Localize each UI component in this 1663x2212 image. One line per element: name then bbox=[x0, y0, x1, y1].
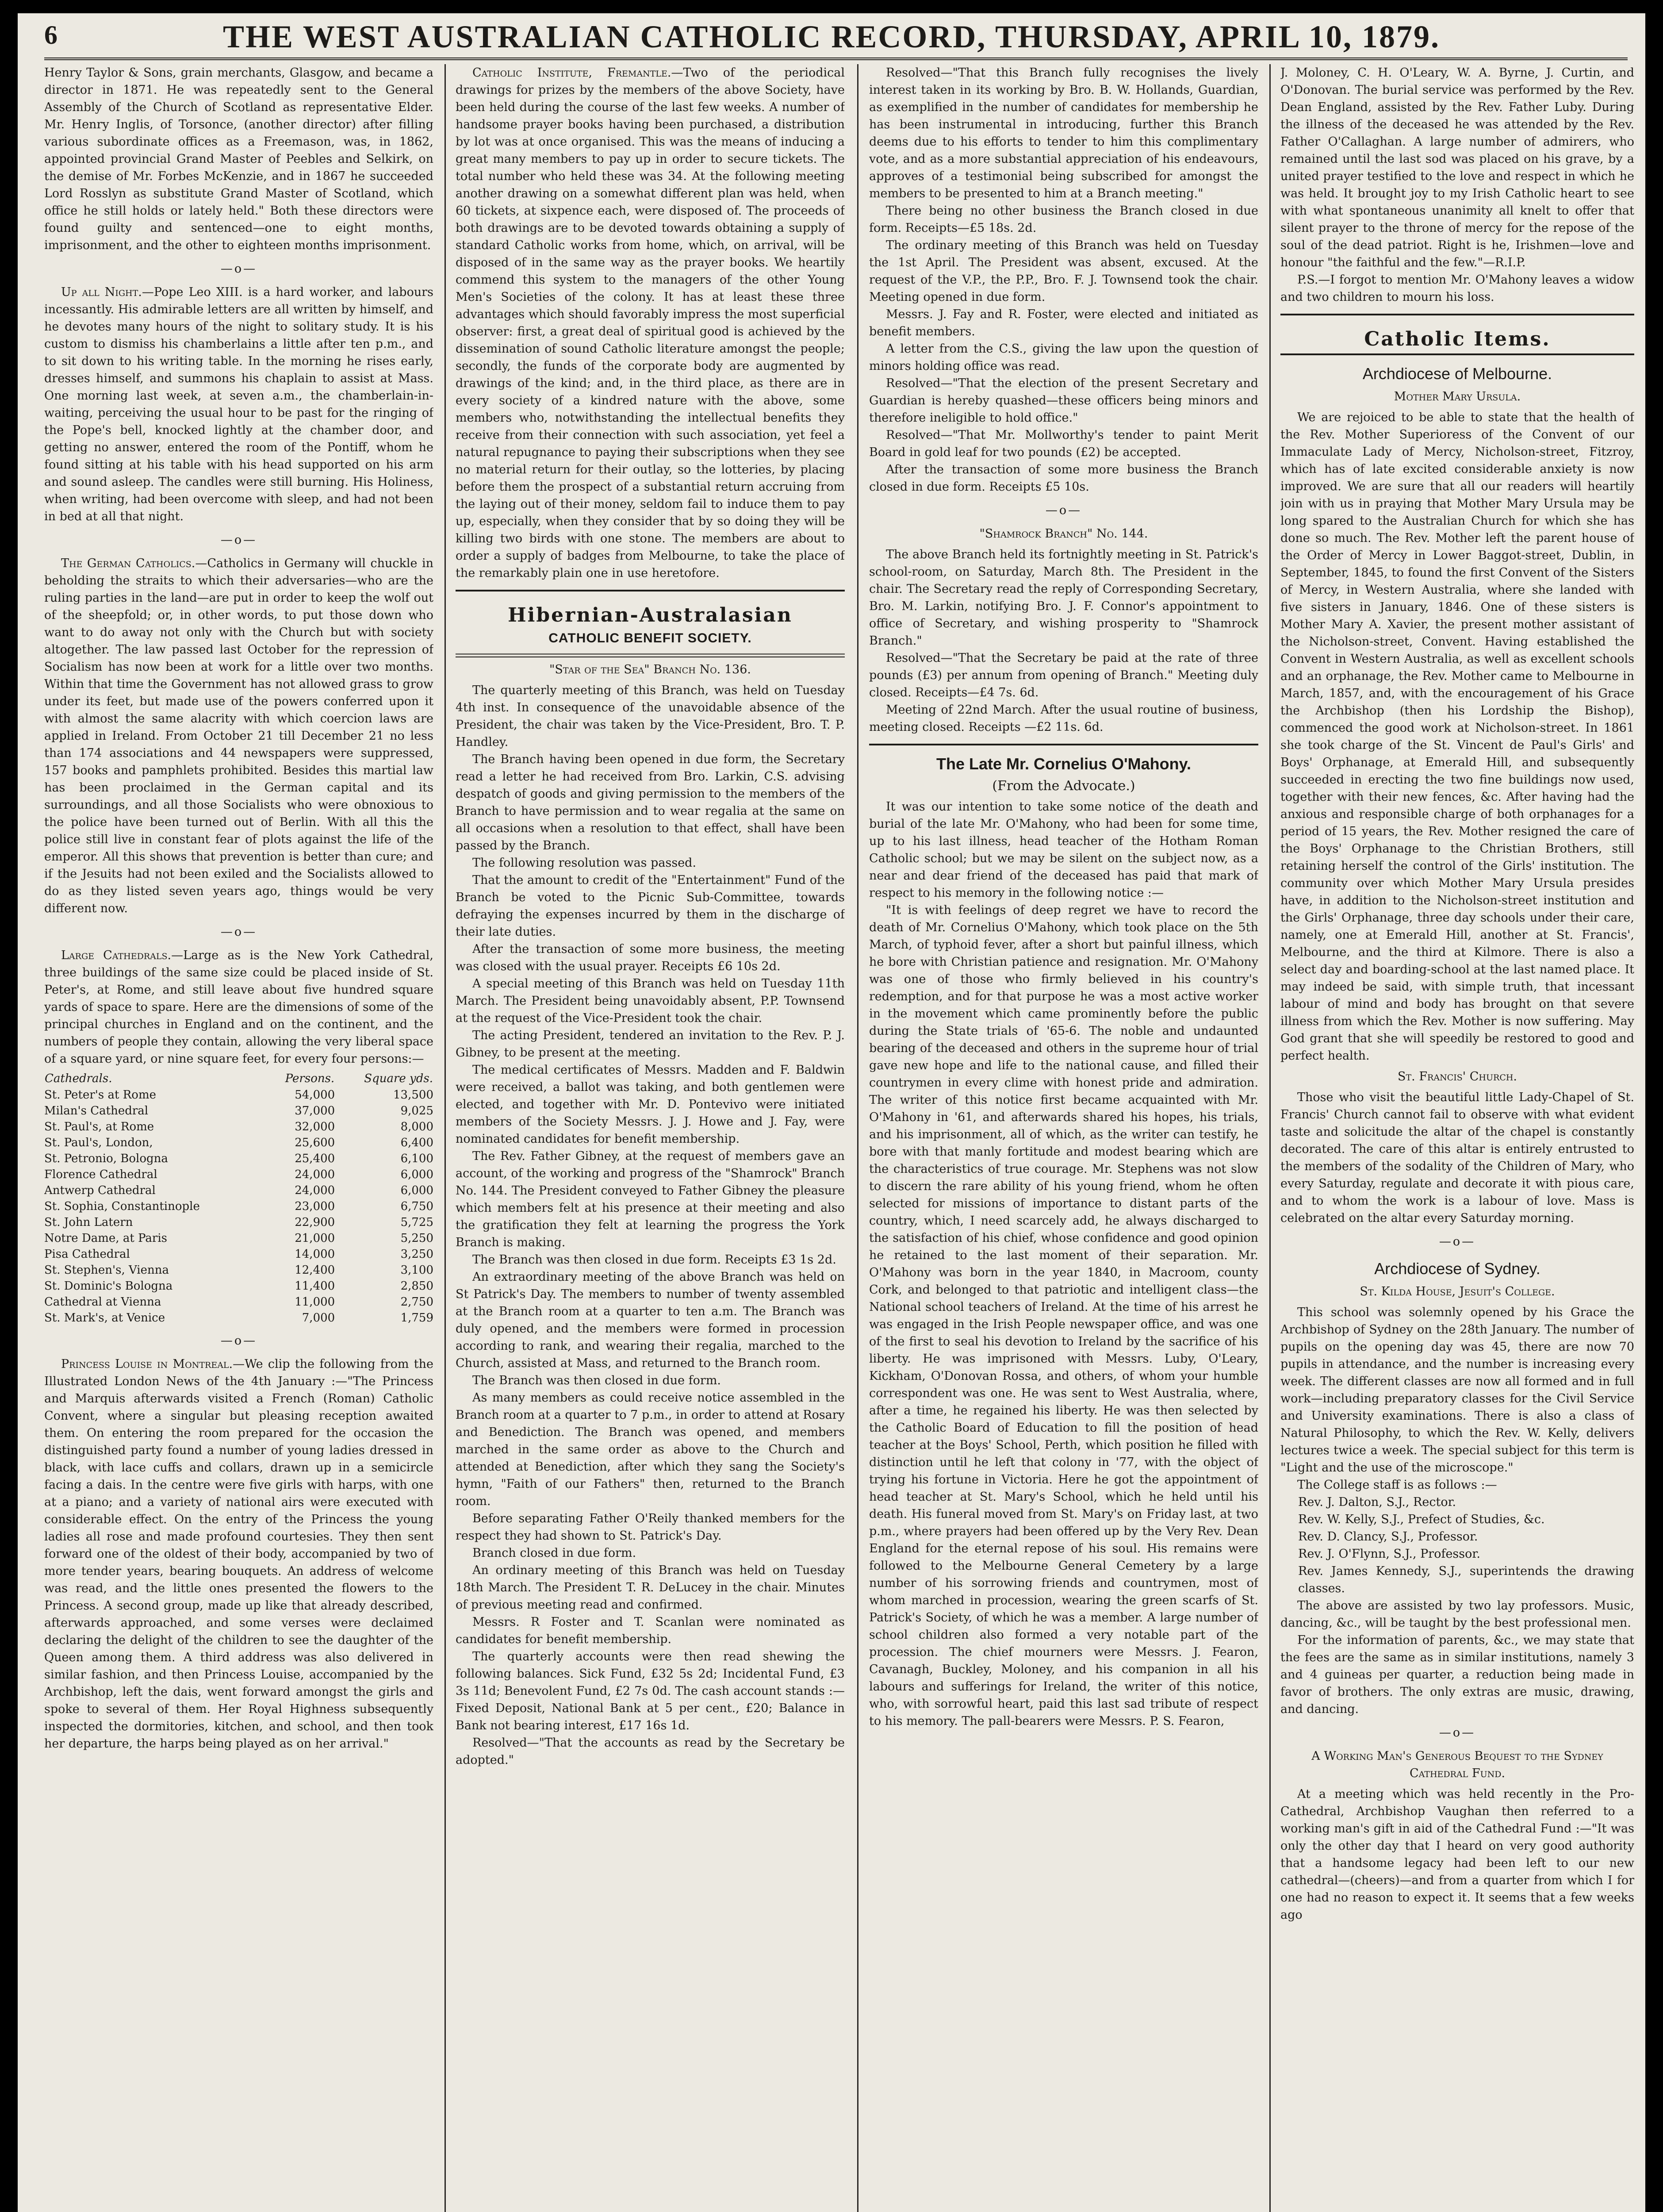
article-kicker: Princess Louise in Montreal. bbox=[61, 1357, 233, 1371]
article-institute bbox=[456, 64, 845, 582]
staff-list bbox=[1280, 1494, 1634, 1597]
branch-heading: "Shamrock Branch" No. 144. bbox=[979, 527, 1148, 541]
report-paragraph: The quarterly meeting of this Branch, was held on Tuesday 4th inst. In consequence of the unavoidable absence of the President, the chair was taken by the Vice-President, Bro. T. P. Handley. bbox=[456, 684, 845, 749]
table-body bbox=[44, 1087, 433, 1326]
obituary-text bbox=[869, 798, 1258, 1730]
article-text: —We clip the following from the Illustrated London News of the 4th January :—"The Princess and Marquis afterwards visited a French (Roman) Catholic Convent, where a singular but pleasing reception awaited them. On entering the room prepared for the occasion the distinguished party found a number of young ladies dressed in black, with lace cuffs and collars, drawn up in a semicircle facing a dais. In the centre were five girls with harps, with one at a piano; and a variety of national airs were executed with considerable effect. On the entry of the Princess the young ladies all rose and made profound courtesies. They then sent forward one of the oldest of their body, accompanied by two of more tender years, bearing bouquets. An address of welcome was read, and the little ones presented the flowers to the Princess. A second group, made up like that already described, afterwards approached, and some verses were declaimed declaring the delight of the children to see the daughter of the Queen among them. A third address was also delivered in similar fashion, and then Princess Louise, accompanied by the Archbishop, left the dais, went forward amongst the girls and spoke to several of them. Her Royal Highness subsequently inspected the dormitories, kitchen, and school, and then took her departure, the harps being played as on her arrival." bbox=[44, 1357, 433, 1751]
table-cell: St. John Latern bbox=[44, 1216, 133, 1229]
item-heading: St. Francis' Church. bbox=[1397, 1070, 1517, 1083]
meeting-reports bbox=[456, 682, 845, 1769]
table-cell: Pisa Cathedral bbox=[44, 1248, 130, 1261]
report-paragraph: The acting President, tendered an invitation to the Rev. P. J. Gibney, to be present at the meeting. bbox=[456, 1029, 845, 1060]
report-paragraph: Before separating Father O'Reily thanked members for the respect they had shown to St. Patrick's Day. bbox=[456, 1512, 845, 1543]
section-rule bbox=[869, 744, 1258, 745]
branch-heading: "Star of the Sea" Branch No. 136. bbox=[549, 663, 751, 676]
table-cell: Florence Cathedral bbox=[44, 1168, 157, 1181]
table-cell: Notre Dame, at Paris bbox=[44, 1232, 167, 1245]
article-text: —Pope Leo XIII. is a hard worker, and labours incessantly. His admirable letters are all written by himself, and he devotes many hours of the night to solitary study. It is his custom to dismiss his chamberlains a little after ten p.m., and to sit down to his writing table. In the morning he rises early, dresses himself, and summons his chaplain to assist at Mass. One morning last week, at seven a.m., the chamberlain-in-waiting, perceiving the usual hour to be past for the ringing of the Pope's bell, knocked lightly at the chamber door, and getting no answer, entered the room of the Pontiff, whom he found sitting at his table with his head supported on his arm and sound asleep. The candles were still burning. His Holiness, when writing, had been overcome with sleep, and had not been in bed at all that night. bbox=[44, 285, 433, 523]
table-cell: 5,250 bbox=[400, 1232, 433, 1245]
table-cell: St. Peter's at Rome bbox=[44, 1088, 157, 1102]
report-paragraph: An extraordinary meeting of the above Branch was held on St Patrick's Day. The members to number of twenty assembled at the Branch room at a quarter to ten a.m. The Branch was duly opened, and the members were formed in procession according to rank, and wearing their regalia, marched to the Church, assisted at Mass, and returned to the Branch room. bbox=[456, 1270, 845, 1370]
report-paragraph: There being no other business the Branch closed in due form. Receipts—£5 18s. 2d. bbox=[869, 204, 1258, 235]
table-header-row bbox=[44, 1070, 433, 1087]
separator bbox=[1280, 1724, 1634, 1741]
report-paragraph: The Branch was then closed in due form. bbox=[472, 1374, 721, 1387]
item-text: At a meeting which was held recently in the Pro-Cathedral, Archbishop Vaughan then referred to a working man's gift in aid of the Cathedral Fund :—"It was only the other day that I heard on very good authority that a handsome legacy had been left to our new cathedral—(cheers)—and from a quarter from which I for one had no reason to expect it. It seems that a few weeks ago bbox=[1280, 1787, 1634, 1922]
report-paragraph: Resolved—"That Mr. Mollworthy's tender to paint Merit Board in gold leaf for two pounds (£2) be accepted. bbox=[869, 428, 1258, 459]
staff-entry: Rev. James Kennedy, S.J., superintends the drawing classes. bbox=[1298, 1564, 1634, 1595]
report-paragraph: The ordinary meeting of this Branch was held on Tuesday the 1st April. The President was absent, excused. At the request of the V.P., the P.P., Bro. F. J. Townsend took the chair. Meeting opened in due form. bbox=[869, 238, 1258, 304]
article-text: —Catholics in Germany will chuckle in beholding the straits to which their adversaries—who are the ruling parties in the land—are put in order to keep the wolf out of the sheepfold; or, in other words, to put those down who want to do away not only with the Church but with society altogether. The law passed last October for the repression of Socialism has now been at work for a little over two months. Within that time the Government has not allowed grass to grow under its feet, but made use of the powers conferred upon it with almost the same alacrity with which coercion laws are applied in Ireland. From October 21 till December 21 no less than 174 associations and 44 newspapers were suppressed, 157 books and pamphlets prohibited. Besides this martial law has been proclaimed in the German capital and its surroundings, and all those Socialists who were obnoxious to the police have been turned out of Berlin. With all this the police still live in constant fear of plots against the life of the emperor. All this shows that prevention is better than cure; and if the Jesuits had not been exiled and the Socialists allowed to do as they listed seven years ago, things would be very different now. bbox=[44, 557, 433, 915]
section-rule bbox=[1280, 314, 1634, 315]
table-cell: 6,750 bbox=[400, 1200, 433, 1213]
table-row bbox=[44, 1294, 433, 1310]
meeting-reports bbox=[869, 546, 1258, 736]
table-row bbox=[44, 1103, 433, 1119]
table-row bbox=[44, 1183, 433, 1198]
column-header: Square yds. bbox=[364, 1072, 433, 1085]
item-text: The College staff is as follows :— bbox=[1297, 1478, 1497, 1492]
column-divider bbox=[444, 64, 446, 2212]
column-4 bbox=[1280, 64, 1634, 2212]
item-heading: Mother Mary Ursula. bbox=[1394, 390, 1521, 403]
table-row bbox=[44, 1167, 433, 1183]
meeting-reports bbox=[869, 64, 1258, 495]
column-1 bbox=[44, 64, 433, 2212]
table-cell: 21,000 bbox=[295, 1232, 335, 1245]
table-row bbox=[44, 1151, 433, 1167]
table-cell: 6,400 bbox=[400, 1136, 433, 1149]
newspaper-page bbox=[18, 13, 1645, 2212]
table-cell: 32,000 bbox=[295, 1120, 335, 1133]
obituary-postscript: P.S.—I forgot to mention Mr. O'Mahony leaves a widow and two children to mourn his loss. bbox=[1280, 273, 1634, 304]
table-cell: 6,100 bbox=[400, 1152, 433, 1165]
report-paragraph: The following resolution was passed. bbox=[472, 856, 697, 870]
item-text: We are rejoiced to be able to state that the health of the Rev. Mother Superioress of the Convent of our Immaculate Lady of Mercy, Nicholson-street, Fitzroy, which has of late excited considerable anxiety is now improved. We are sure that all our readers will heartily join with us in praying that Mother Mary Ursula may be long spared to the Australian Church for which she has done so much. The Rev. Mother left the parent house of the Order of Mercy in Lower Baggot-street, Dublin, in September, 1845, to found the first Convent of the Sisters of Mercy, in Western Australia, where she landed with five sisters in January, 1846. One of these sisters is Mother Mary A. Xavier, the present mother assistant of the Nicholson-street, Convent. Having established the Convent in Western Australia, as well as excellent schools and an orphanage, the Rev. Mother came to Melbourne in March, 1857, and, with the encouragement of his Grace the Archbishop (then his Lordship the Bishop), commenced the good work at Nicholson-street. In 1861 she took charge of the St. Vincent de Paul's Girls' and Boys' Orphanage, at Emerald Hill, and subsequently succeeded in erecting the two fine buildings now used, together with their new fences, &c. After having had the anxious and responsible charge of both orphanages for a period of 15 years, the Rev. Mother resigned the care of the Boys' Orphanage to the Christian Brothers, still retaining herself the control of the Girls' institution. The community over which Mother Mary Ursula presides have, in addition to the Nicholson-street institution and the Girls' Orphanage, three day schools under their care, namely, one at Emerald Hill, another at St. Francis', Melbourne, and the third at Kilmore. There is also a select day and boarding-school at the last named place. It may indeed be said, with simple truth, that incessant labour of mind and body has brought on that severe illness from which the Rev. Mother is now suffering. May God grant that she will speedily be restored to good and perfect health. bbox=[1280, 411, 1634, 1063]
report-paragraph: A letter from the C.S., giving the law upon the question of minors holding office was read. bbox=[869, 342, 1258, 373]
table-cell: St. Petronio, Bologna bbox=[44, 1152, 168, 1165]
table-cell: 24,000 bbox=[295, 1168, 335, 1181]
report-paragraph: As many members as could receive notice assembled in the Branch room at a quarter to 7 p.m., in order to attend at Rosary and Benediction. The Branch was opened, and members marched in the same order as above to the Church and attended at Benediction, after which they sang the Society's hymn, "Faith of our Fathers" then, returned to the Branch room. bbox=[456, 1391, 845, 1508]
table-cell: 6,000 bbox=[400, 1184, 433, 1197]
separator bbox=[44, 1332, 433, 1349]
table-cell: 12,400 bbox=[295, 1263, 335, 1277]
separator bbox=[44, 531, 433, 549]
table-cell: St. Sophia, Constantinople bbox=[44, 1200, 200, 1213]
obituary-paragraph: "It is with feelings of deep regret we have to record the death of Mr. Cornelius O'Mahony, which took place on the 5th March, of typhoid fever, after a short but painful illness, which he bore with Christian patience and resignation. Mr. O'Mahony was one of those who firmly believed in his country's redemption, and for that purpose he was a most active worker in the movement which came prominently before the public during the State trials of '65-6. The noble and undaunted bearing of the deceased and others in the supreme hour of trial gave new hope and life to the national cause, and filled their countrymen in every clime with honest pride and admiration. The writer of this notice first became acquainted with Mr. O'Mahony in '61, and afterwards shared his hopes, his trials, and his imprisonment, all of which, as the writer can testify, he bore with that manly fortitude and modest bearing which are the characteristics of true courage. Mr. Stephens was not slow to discern the rare ability of his young friend, whom he often selected for missions of importance to distant parts of the country, which, I need scarcely add, he always discharged to the satisfaction of his chief, whose confidence and good opinion he retained to the last moment of their separation. Mr. O'Mahony was born in the year 1840, in Macroom, county Cork, and belonged to that patriotic and intelligent class—the National school teachers of Ireland. At the time of his arrest he was engaged in the Irish People newspaper office, and was one of the first to seal his devotion to Ireland by the sacrifice of his liberty. He was imprisoned with Messrs. Luby, O'Leary, Kickham, O'Donovan Rossa, and others, of whom your humble correspondent was one. He was sent to West Australia, where, after a time, he regained his liberty. He was then selected by the Catholic Board of Education to fill the position of head teacher at the Boys' School, Perth, which position he filled with distinction until he left that colony in '77, with the object of trying his fortune in Victoria. Here he got the appointment of head teacher at St. Mary's School, which he held until his death. His funeral moved from St. Mary's on Friday last, at two p.m., where prayers had been offered up by the Very Rev. Dean England for the eternal repose of his soul. His remains were followed to the Melbourne General Cemetery by a large number of his sorrowing friends and countrymen, most of whom marched in procession, wearing the green scarfs of St. Patrick's Society, of which he was a member. A large number of school children also formed a very notable part of the procession. The chief mourners were Messrs. J. Fearon, Cavanagh, Buckley, Moloney, and his companion in all his labours and sufferings for Ireland, the writer of this notice, who, with sorrowful heart, paid this last sad tribute of respect to his memory. The pall-bearers were Messrs. P. S. Fearon, bbox=[869, 903, 1258, 1728]
report-paragraph: The above Branch held its fortnightly meeting in St. Patrick's school-room, on Saturday, March 8th. The President in the chair. The Secretary read the reply of Corresponding Secretary, Bro. M. Larkin, notifying Bro. J. F. Connor's appointment to office of Secretary, and wishing prosperity to "Shamrock Branch." bbox=[869, 548, 1258, 648]
item-heading: St. Kilda House, Jesuit's College. bbox=[1360, 1285, 1555, 1298]
table-cell: 2,850 bbox=[400, 1279, 433, 1293]
table-cell: St. Paul's, at Rome bbox=[44, 1120, 154, 1133]
table-cell: 25,400 bbox=[295, 1152, 335, 1165]
masthead-rule bbox=[44, 58, 1628, 60]
page-number: 6 bbox=[44, 20, 57, 50]
article-princess bbox=[44, 1356, 433, 1752]
column-2 bbox=[456, 64, 845, 2212]
report-paragraph: After the transaction of some more business the Branch closed in due form. Receipts £5 10s. bbox=[869, 463, 1258, 494]
item-text: This school was solemnly opened by his Grace the Archbishop of Sydney on the 28th January. The number of pupils on the opening day was 45, there are now 70 pupils in attendance, and the number is increasing every week. The different classes are now all formed and in full work—including preparatory classes for the Civil Service and University examinations. There is also a class of Natural Philosophy, to which the Rev. W. Kelly, delivers lectures twice a week. The special subject for this term is "Light and the use of the microscope." bbox=[1280, 1306, 1634, 1475]
newspaper-title: THE WEST AUSTRALIAN CATHOLIC RECORD, THURSDAY, APRIL 10, 1879. bbox=[223, 19, 1440, 54]
staff-entry: Rev. D. Clancy, S.J., Professor. bbox=[1298, 1530, 1478, 1544]
obituary-continued: J. Moloney, C. H. O'Leary, W. A. Byrne, J. Curtin, and O'Donovan. The burial service was performed by the Rev. Dean England, assisted by the Rev. Father Luby. During the illness of the deceased he was attended by the Rev. Father O'Callaghan. A large number of admirers, who remained until the last sod was placed on his grave, by a united prayer testified to the love and respect in which he was held. It brought joy to my Irish Catholic heart to see with what spontaneous unanimity all knelt to offer that silent prayer to the throne of mercy for the repose of the soul of the dead patriot. Right is he, Irishmen—love and honour "the faithful and the few."—R.I.P. bbox=[1280, 66, 1634, 269]
column-header: Persons. bbox=[285, 1072, 335, 1085]
report-paragraph: The quarterly accounts were then read shewing the following balances. Sick Fund, £32 5s 2d; Incidental Fund, £3 3s 11d; Benevolent Fund, £2 7s 0d. The cash account stands :—Fixed Deposit, National Bank at 5 per cent., £20; Balance in Bank not bearing interest, £17 16s 1d. bbox=[456, 1650, 845, 1732]
table-cell: 2,750 bbox=[400, 1295, 433, 1309]
table-row bbox=[44, 1119, 433, 1135]
article-kicker: Up all Night. bbox=[61, 285, 142, 299]
table-cell: 25,600 bbox=[295, 1136, 335, 1149]
report-paragraph: The Branch having been opened in due form, the Secretary read a letter he had received from Bro. Larkin, C.S. advising despatch of goods and giving permission to the members of the Branch to have permission and to wear regalia at the same on all occasions when a resolution to that effect, shall have been passed by the Branch. bbox=[456, 753, 845, 853]
table-cell: 5,725 bbox=[400, 1216, 433, 1229]
report-paragraph: Messrs. J. Fay and R. Foster, were elected and initiated as benefit members. bbox=[869, 307, 1258, 338]
article-text: Henry Taylor & Sons, grain merchants, Glasgow, and became a director in 1871. He was repeatedly sent to the General Assembly of the Church of Scotland as representative Elder. Mr. Henry Inglis, of Torsonce, (another director) after filling various subordinate offices as a Freemason, was, in 1862, appointed provincial Grand Master of Peebles and Selkirk, on the demise of Mr. Forbes McKenzie, and in 1867 he succeeded Lord Rosslyn as substitute Grand Master of Scotland, which office he still holds or lately held." Both these directors were found guilty and sentenced—one to eight months, imprisonment, and the other to eighteen months imprisonment. bbox=[44, 66, 433, 252]
masthead bbox=[18, 13, 1645, 58]
article-text: —Two of the periodical drawings for prizes by the members of the above Society, have been held during the course of the last few weeks. A number of handsome prayer books having been purchased, a distribution by lot was at once organised. This was the means of inducing a great many members to pay up in order to secure tickets. The total number who held these was 34. At the following meeting another drawing on a somewhat different plan was held, when 60 tickets, at sixpence each, were disposed of. The proceeds of both drawings are to be devoted towards obtaining a supply of standard Catholic works from home, which, on arrival, will be disposed of in the same way as the prayer books. We heartily commend this system to the managers of the other Young Men's Societies of the colony. It has at least these three advantages which should favorably impress the most superficial observer: first, a great deal of spiritual good is achieved by the dissemination of sound Catholic literature amongst the people; secondly, the funds of the corporate body are augmented by drawings of the kind; and, in the third place, as there are in every society of a kindred nature with the above, some members who, notwithstanding the intellectual benefits they receive from their connection with such association, yet feel a natural repugnance to paying their subscriptions when they see no material return for their outlay, so the lotteries, by placing before them the prospect of a substantial return accruing from the laying out of their money, seldom fail to induce them to pay up, especially, when they consider that by so doing they will be killing two birds with one stone. The members are about to order a supply of badges from Melbourne, to take the place of the remarkably plain one in use heretofore. bbox=[456, 66, 845, 580]
separator bbox=[1280, 1233, 1634, 1250]
section-rule bbox=[1280, 353, 1634, 355]
table-cell: Cathedral at Vienna bbox=[44, 1295, 161, 1309]
report-paragraph: Resolved—"That the Secretary be paid at the rate of three pounds (£3) per annum from opening of Branch." Meeting duly closed. Receipts—£4 7s. 6d. bbox=[869, 651, 1258, 699]
table-cell: 13,500 bbox=[393, 1088, 433, 1102]
separator bbox=[44, 260, 433, 277]
report-paragraph: Meeting of 22nd March. After the usual routine of business, meeting closed. Receipts —£2 11s. 6d. bbox=[869, 703, 1258, 734]
table-cell: 11,000 bbox=[295, 1295, 335, 1309]
table-cell: 9,025 bbox=[400, 1104, 433, 1118]
table-cell: 24,000 bbox=[295, 1184, 335, 1197]
article-cathedrals bbox=[44, 947, 433, 1068]
table-cell: 6,000 bbox=[400, 1168, 433, 1181]
table-cell: 7,000 bbox=[302, 1311, 335, 1325]
column-3 bbox=[869, 64, 1258, 2212]
table-cell: Milan's Cathedral bbox=[44, 1104, 149, 1118]
obituary-paragraph: It was our intention to take some notice of the death and burial of the late Mr. O'Mahony, who had been for some time, up to his last illness, head teacher of the Hotham Roman Catholic school; but we may be silent on the subject now, as a near and dear friend of the deceased has paid that mark of respect to his memory in the following notice :— bbox=[869, 800, 1258, 900]
report-paragraph: Branch closed in due form. bbox=[472, 1546, 636, 1560]
table-row bbox=[44, 1262, 433, 1278]
article-pope bbox=[44, 284, 433, 525]
separator bbox=[869, 502, 1258, 519]
section-rule bbox=[456, 590, 845, 591]
item-heading: A Working Man's Generous Bequest to the Sydney Cathedral Fund. bbox=[1311, 1749, 1603, 1780]
report-paragraph: Resolved—"That the accounts as read by the Secretary be adopted." bbox=[456, 1736, 845, 1767]
staff-entry: Rev. W. Kelly, S.J., Prefect of Studies, &c. bbox=[1298, 1513, 1545, 1526]
column-header: Cathedrals. bbox=[45, 1072, 112, 1085]
staff-entry: Rev. J. O'Flynn, S.J., Professor. bbox=[1298, 1547, 1480, 1561]
article-kicker: Large Cathedrals. bbox=[61, 949, 172, 962]
article-text: —Large as is the New York Cathedral, three buildings of the same size could be placed inside of St. Peter's, at Rome, and still leave about five hundred square yards of space to spare. Here are the dimensions of some of the principal churches in England and on the continent, and the numbers of people they contain, allowing the very liberal space of a square yard, or nine square feet, for every four persons:— bbox=[44, 949, 433, 1066]
report-paragraph: The Branch was then closed in due form. Receipts £3 1s 2d. bbox=[472, 1253, 836, 1267]
society-subtitle: CATHOLIC BENEFIT SOCIETY. bbox=[548, 631, 752, 645]
table-cell: Antwerp Cathedral bbox=[44, 1184, 156, 1197]
report-paragraph: Resolved—"That this Branch fully recognises the lively interest taken in its working by Bro. B. W. Hollands, Guardian, as exemplified in the number of candidates for membership he has been instrumental in introducing, further this Branch deems due to his efforts to tender to him this complimentary vote, and as a more substantial appreciation of his endeavours, approves of a testimonial being subscribed for amongst the members to be presented to him at a Branch meeting." bbox=[869, 66, 1258, 200]
table-cell: 54,000 bbox=[295, 1088, 335, 1102]
report-paragraph: Messrs. R Foster and T. Scanlan were nominated as candidates for benefit membership. bbox=[456, 1615, 845, 1646]
obituary-source: (From the Advocate.) bbox=[992, 778, 1135, 794]
table-cell: St. Stephen's, Vienna bbox=[44, 1263, 169, 1277]
report-paragraph: A special meeting of this Branch was held on Tuesday 11th March. The President being unavoidably absent, P.P. Townsend at the request of the Vice-President took the chair. bbox=[456, 977, 845, 1025]
table-cell: 23,000 bbox=[295, 1200, 335, 1213]
item-text: Those who visit the beautiful little Lady-Chapel of St. Francis' Church cannot fail to observe with what evident taste and solicitude the altar of the chapel is constantly decorated. The care of this altar is entirely entrusted to the members of the sodality of the Children of Mary, who every Saturday, regulate and decorate it with pious care, and to whom the work is a labour of love. Mass is celebrated on the altar every Saturday morning. bbox=[1280, 1091, 1634, 1225]
obituary-heading: The Late Mr. Cornelius O'Mahony. bbox=[936, 755, 1191, 773]
report-paragraph: That the amount to credit of the "Entertainment" Fund of the Branch be voted to the Picnic Sub-Committee, towards defraying the expenses incurred by them in the discharge of their late duties. bbox=[456, 873, 845, 939]
diocese-heading: Archdiocese of Melbourne. bbox=[1362, 365, 1552, 383]
item-text: The above are assisted by two lay professors. Music, dancing, &c., will be taught by the best professional men. bbox=[1280, 1599, 1634, 1630]
table-cell: St. Dominic's Bologna bbox=[44, 1279, 173, 1293]
table-row bbox=[44, 1310, 433, 1326]
table-row bbox=[44, 1135, 433, 1151]
table-cell: 14,000 bbox=[295, 1248, 335, 1261]
column-divider bbox=[1269, 64, 1271, 2212]
diocese-heading: Archdiocese of Sydney. bbox=[1374, 1260, 1540, 1278]
table-row bbox=[44, 1278, 433, 1294]
table-cell: 1,759 bbox=[400, 1311, 433, 1325]
table-cell: 11,400 bbox=[295, 1279, 335, 1293]
table-row bbox=[44, 1198, 433, 1214]
article-kicker: Catholic Institute, Fremantle. bbox=[472, 66, 671, 80]
article-german bbox=[44, 555, 433, 917]
separator bbox=[44, 923, 433, 941]
cathedrals-table bbox=[44, 1070, 433, 1326]
table-cell: 3,250 bbox=[400, 1248, 433, 1261]
table-row bbox=[44, 1214, 433, 1230]
item-text: For the information of parents, &c., we may state that the fees are the same as in similar institutions, namely 3 and 4 guineas per quarter, a reduction being made in favor of brothers. The only extras are music, drawing, and dancing. bbox=[1280, 1633, 1634, 1716]
society-title: Hibernian-Australasian bbox=[508, 604, 793, 626]
table-row bbox=[44, 1087, 433, 1103]
staff-entry: Rev. J. Dalton, S.J., Rector. bbox=[1298, 1495, 1456, 1509]
section-rule bbox=[456, 653, 845, 657]
report-paragraph: An ordinary meeting of this Branch was held on Tuesday 18th March. The President T. R. DeLucey in the chair. Minutes of previous meeting read and confirmed. bbox=[456, 1563, 845, 1612]
table-cell: St. Paul's, London, bbox=[44, 1136, 153, 1149]
report-paragraph: Resolved—"That the election of the present Secretary and Guardian is hereby quashed—these officers being minors and therefore ineligible to hold office." bbox=[869, 376, 1258, 425]
table-cell: 8,000 bbox=[400, 1120, 433, 1133]
table-cell: 22,900 bbox=[295, 1216, 335, 1229]
catholic-items-title: Catholic Items. bbox=[1364, 328, 1551, 350]
table-row bbox=[44, 1230, 433, 1246]
column-divider bbox=[857, 64, 858, 2212]
table-cell: St. Mark's, at Venice bbox=[44, 1311, 165, 1325]
table-cell: 3,100 bbox=[400, 1263, 433, 1277]
report-paragraph: After the transaction of some more business, the meeting was closed with the usual prayer. Receipts £6 10s 2d. bbox=[456, 942, 845, 973]
report-paragraph: The Rev. Father Gibney, at the request of members gave an account, of the working and progress of the "Shamrock" Branch No. 144. The President conveyed to Father Gibney the pleasure which members felt at his presence at their meeting and also the gratification they felt at learning the progress the York Branch is making. bbox=[456, 1149, 845, 1249]
table-cell: 37,000 bbox=[295, 1104, 335, 1118]
table-row bbox=[44, 1246, 433, 1262]
article-kicker: The German Catholics. bbox=[61, 557, 195, 570]
report-paragraph: The medical certificates of Messrs. Madden and F. Baldwin were received, a ballot was taking, and both gentlemen were elected, and together with Mr. D. Pontevivo were initiated members of the Society Messrs. J. J. Howe and J. Fay, were nominated candidates for benefit membership. bbox=[456, 1063, 845, 1146]
